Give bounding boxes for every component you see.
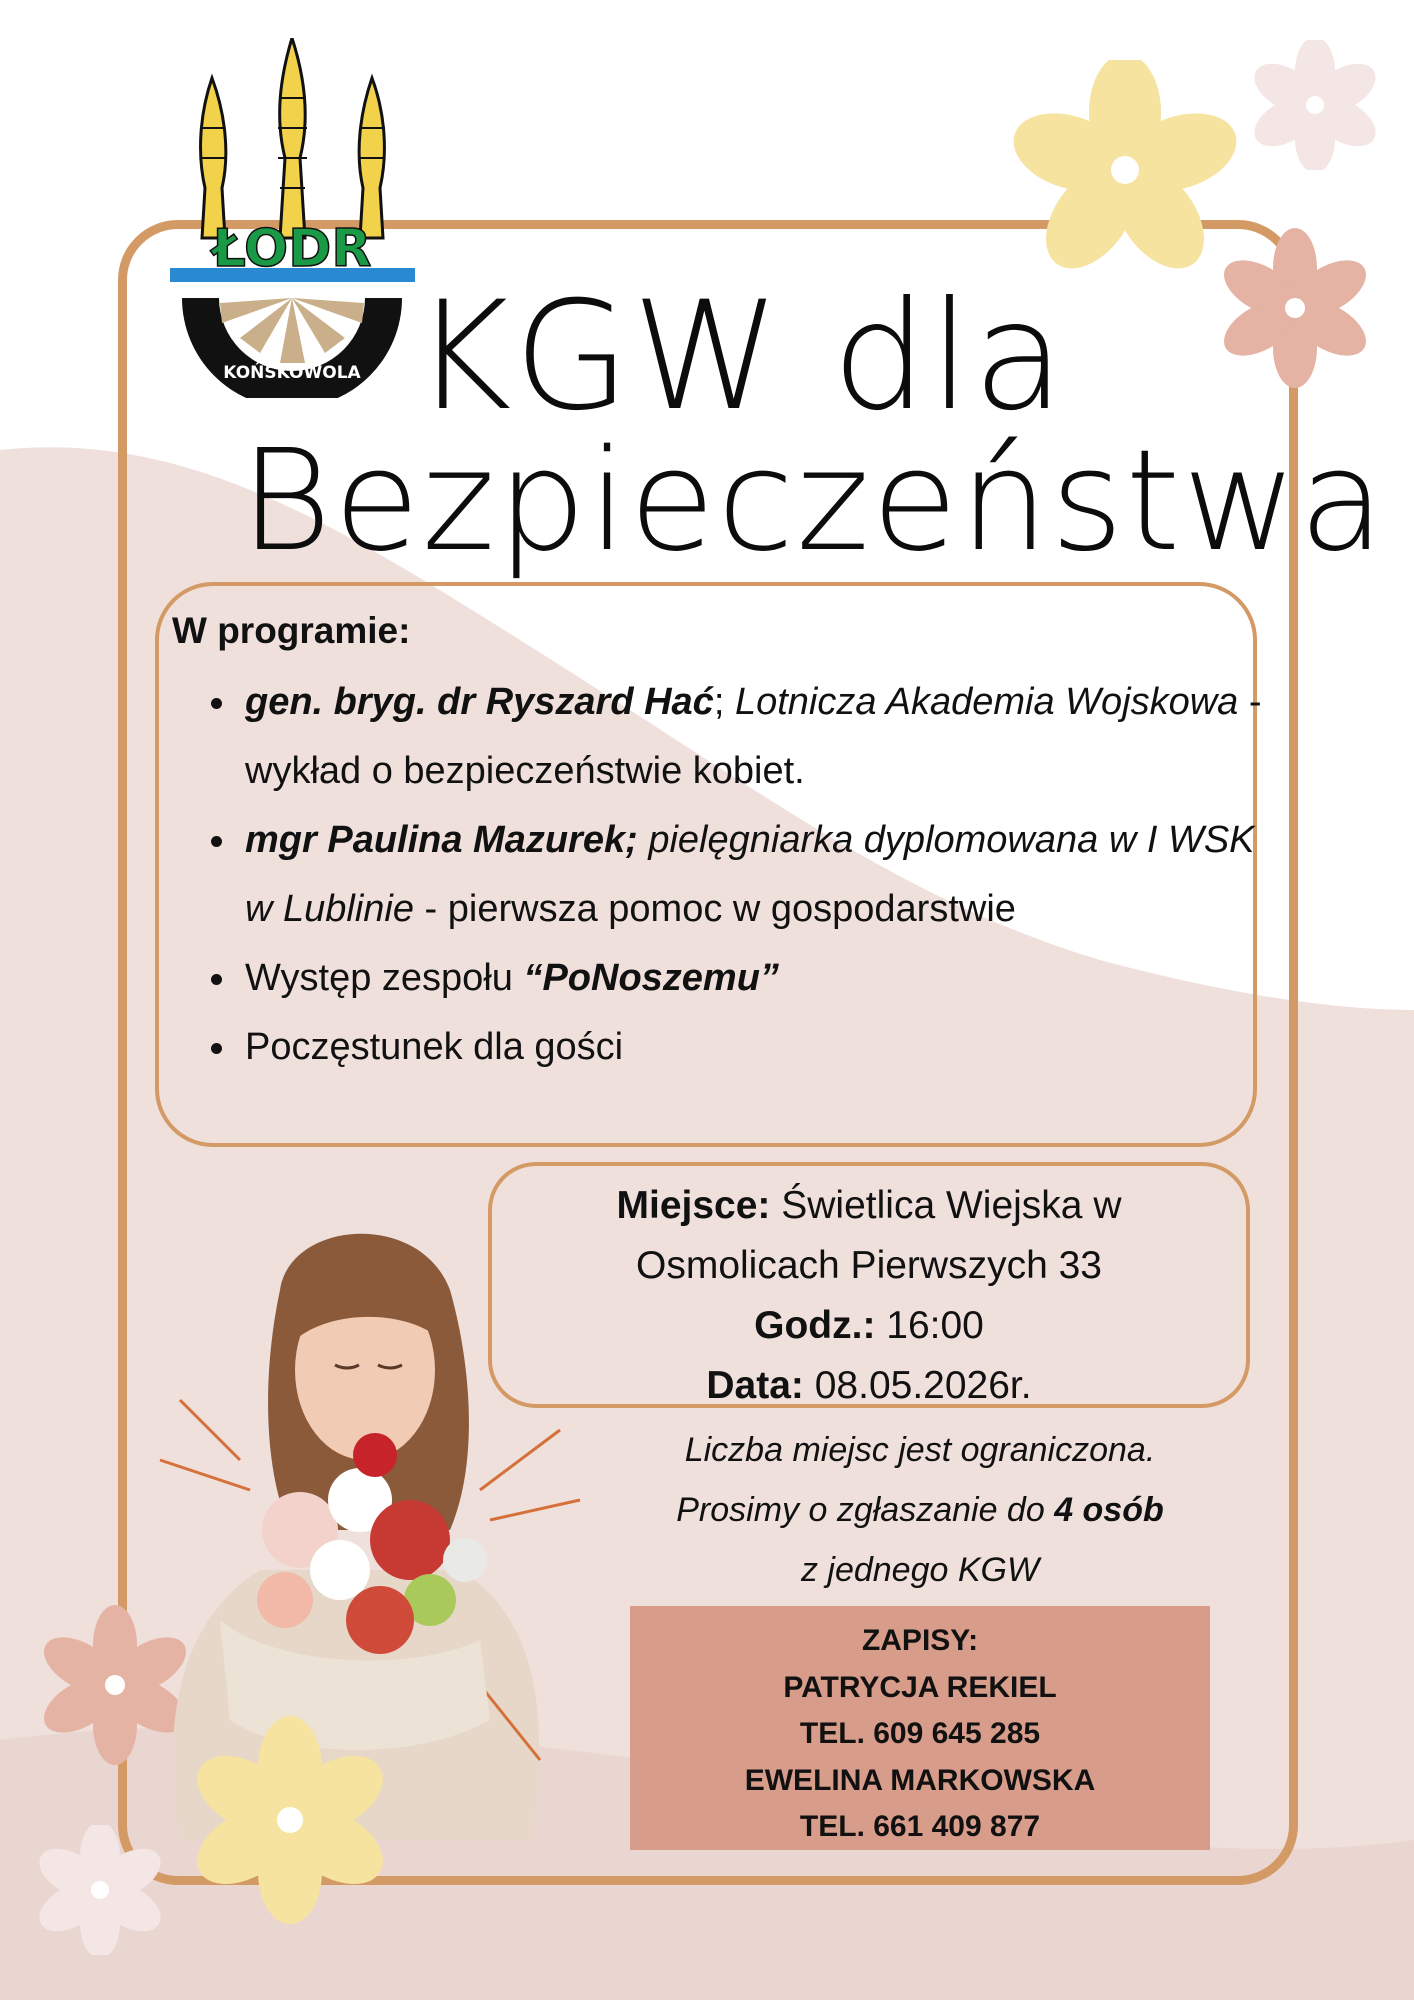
contact-phone-1: TEL. 609 645 285	[799, 1717, 1041, 1750]
venue-place-line2: Osmolicach Pierwszych 33	[636, 1244, 1102, 1287]
notice-line-2	[585, 1480, 1255, 1540]
program-heading: W programie:	[172, 610, 411, 651]
contact-name-2: EWELINA MARKOWSKA	[744, 1763, 1096, 1797]
program-item-first-aid	[205, 806, 1265, 944]
lecture-topic: - wykład o bezpieczeństwie kobiet.	[245, 681, 1262, 792]
venue-box	[488, 1162, 1250, 1408]
speaker-name: gen. bryg. dr Ryszard Hać	[245, 681, 714, 723]
venue-place	[492, 1176, 1246, 1236]
title-line-1: KGW dla	[413, 270, 1067, 444]
flower-pink-right-icon	[1210, 228, 1380, 388]
speaker-affiliation: Lotnicza Akademia Wojskowa	[734, 681, 1239, 723]
notice-line-3: z jednego KGW	[800, 1551, 1040, 1589]
date-label: Data:	[706, 1364, 804, 1407]
time-label: Godz.:	[754, 1304, 876, 1347]
contact-phone-2: TEL. 661 409 877	[799, 1810, 1041, 1843]
speaker-affiliation: pielęgniarka dyplomowana w I WSK w Lublinie	[245, 819, 1255, 930]
lecture-topic: - pierwsza pomoc w gospodarstwie	[414, 888, 1016, 930]
venue-date	[492, 1356, 1246, 1416]
flower-yellow-bottom-icon	[170, 1715, 410, 1925]
place-label: Miejsce:	[616, 1184, 771, 1227]
place-value-line1: Świetlica Wiejska w	[770, 1184, 1122, 1227]
program-list	[205, 668, 1265, 1082]
contact-name-1: PATRYCJA REKIEL	[783, 1670, 1057, 1704]
notice-line-2-text: Prosimy o zgłaszanie do	[676, 1491, 1055, 1529]
program-item-refreshments	[205, 1013, 1265, 1082]
logo-ring-text: KOŃSKOWOLA	[223, 363, 361, 383]
separator: ;	[713, 681, 735, 723]
program-item-lecture	[205, 668, 1265, 806]
refreshments-text: Poczęstunek dla gości	[245, 1026, 624, 1068]
signup-box	[630, 1606, 1210, 1850]
notice-count: 4 osób	[1054, 1491, 1164, 1529]
program-item-performance	[205, 944, 1265, 1013]
title-line-2: Bezpieczeństwa	[240, 420, 1387, 583]
signup-heading: ZAPISY:	[861, 1624, 979, 1657]
date-value: 08.05.2026r.	[803, 1364, 1032, 1407]
capacity-notice	[585, 1420, 1255, 1600]
logo-text: ŁODR	[212, 219, 372, 279]
flower-light-top-icon	[1245, 40, 1385, 170]
venue-time	[492, 1296, 1246, 1356]
band-name: “PoNoszemu”	[523, 957, 779, 999]
time-value: 16:00	[875, 1304, 984, 1347]
speaker-name: mgr Paulina Mazurek;	[245, 819, 638, 861]
performance-text: Występ zespołu	[245, 957, 524, 999]
notice-line-1: Liczba miejsc jest ograniczona.	[684, 1431, 1156, 1469]
